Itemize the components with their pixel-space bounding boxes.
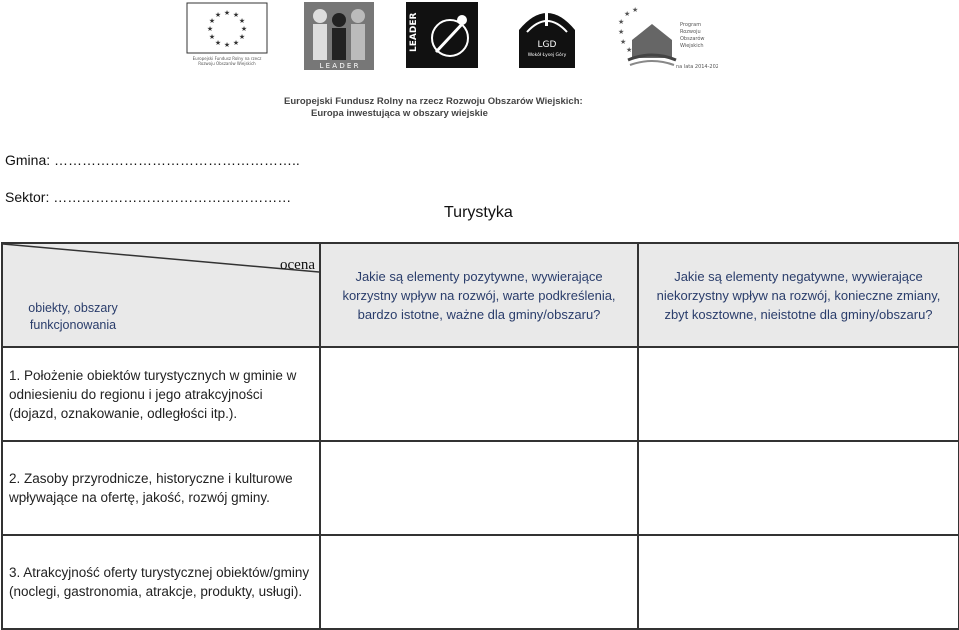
svg-text:★: ★ [206, 25, 214, 33]
negative-answer-cell[interactable] [638, 441, 959, 535]
svg-text:★: ★ [238, 17, 246, 25]
svg-text:★: ★ [208, 17, 216, 25]
positive-answer-cell[interactable] [320, 535, 638, 629]
svg-text:Program: Program [680, 22, 702, 28]
table-row [2, 535, 959, 629]
diagonal-header-cell [2, 243, 320, 347]
row-label: 2. Zasoby przyrodnicze, historyczne i kulturowe wpływające na ofertę, jakość, rozwój gminy. [2, 441, 320, 535]
svg-text:LGD: LGD [537, 40, 557, 50]
svg-text:★: ★ [240, 25, 248, 33]
row-label: 1. Położenie obiektów turystycznych w gminie w odniesieniu do regionu i jego atrakcyjności (dojazd, oznakowanie, odległości itp.). [2, 347, 320, 441]
negative-question: Jakie są elementy negatywne, wywierające niekorzystny wpływ na rozwój, konieczne zmiany, zbyt kosztowne, nieistotne dla gminy/obszaru? [638, 243, 959, 347]
svg-text:★: ★ [238, 33, 246, 41]
svg-text:★: ★ [208, 33, 216, 41]
svg-text:LEADER: LEADER [409, 12, 419, 52]
svg-text:★: ★ [632, 6, 639, 14]
funding-caption [284, 96, 604, 120]
sektor-field[interactable]: Sektor: …………………………………………… [5, 189, 292, 205]
caption-line: Europa inwestująca w obszary wiejskie [311, 108, 488, 119]
svg-text:Europejski Fundusz Rolny na rz: Europejski Fundusz Rolny na rzecz [192, 56, 262, 61]
svg-text:★: ★ [214, 39, 222, 47]
gmina-field[interactable]: Gmina: …………………………………………….. [5, 152, 300, 168]
positive-answer-cell[interactable] [320, 441, 638, 535]
svg-text:★: ★ [232, 11, 240, 19]
positive-answer-cell[interactable] [320, 347, 638, 441]
table-header-row [2, 243, 959, 347]
eu-flag-icon [186, 2, 268, 73]
table-row [2, 441, 959, 535]
objects-label: obiekty, obszary funkcjonowania [28, 301, 118, 332]
positive-question: Jakie są elementy pozytywne, wywierające korzystny wpływ na rozwój, warte podkreślenia, bardzo istotne, ważne dla gminy/obszaru? [320, 243, 638, 347]
negative-answer-cell[interactable] [638, 347, 959, 441]
svg-text:★: ★ [223, 41, 231, 49]
svg-text:★: ★ [618, 28, 625, 36]
svg-text:Wokół Łysej Góry: Wokół Łysej Góry [527, 53, 567, 58]
row-label: 3. Atrakcyjność oferty turystycznej obiektów/gminy (noclegi, gastronomia, atrakcje, produkty, usługi). [2, 535, 320, 629]
svg-text:Rozwoju Obszarów Wiejskich: Rozwoju Obszarów Wiejskich [198, 61, 256, 66]
svg-text:★: ★ [214, 11, 222, 19]
svg-text:★: ★ [618, 18, 625, 26]
svg-text:★: ★ [232, 39, 240, 47]
svg-text:L E A D E R: L E A D E R [319, 62, 359, 70]
caption-line: Europejski Fundusz Rolny na rzecz Rozwoju Obszarów Wiejskich: [284, 96, 583, 107]
svg-text:Wiejskich: Wiejskich [680, 43, 704, 49]
lgd-logo-icon [517, 2, 577, 73]
leader-logo-icon [406, 2, 478, 73]
logo-bar [0, 0, 959, 75]
assessment-table [1, 242, 959, 630]
svg-text:Obszarów: Obszarów [680, 36, 705, 42]
svg-text:★: ★ [223, 9, 231, 17]
page-title: Turystyka [444, 204, 513, 221]
prow-logo-icon [614, 2, 718, 77]
svg-text:★: ★ [626, 46, 633, 54]
leader-people-icon [304, 2, 374, 75]
svg-text:★: ★ [620, 38, 627, 46]
svg-text:★: ★ [624, 10, 631, 18]
svg-text:na lata 2014-2020: na lata 2014-2020 [676, 64, 718, 70]
negative-answer-cell[interactable] [638, 535, 959, 629]
svg-text:Rozwoju: Rozwoju [680, 29, 701, 35]
ocena-label: ocena [280, 257, 315, 273]
table-row [2, 347, 959, 441]
